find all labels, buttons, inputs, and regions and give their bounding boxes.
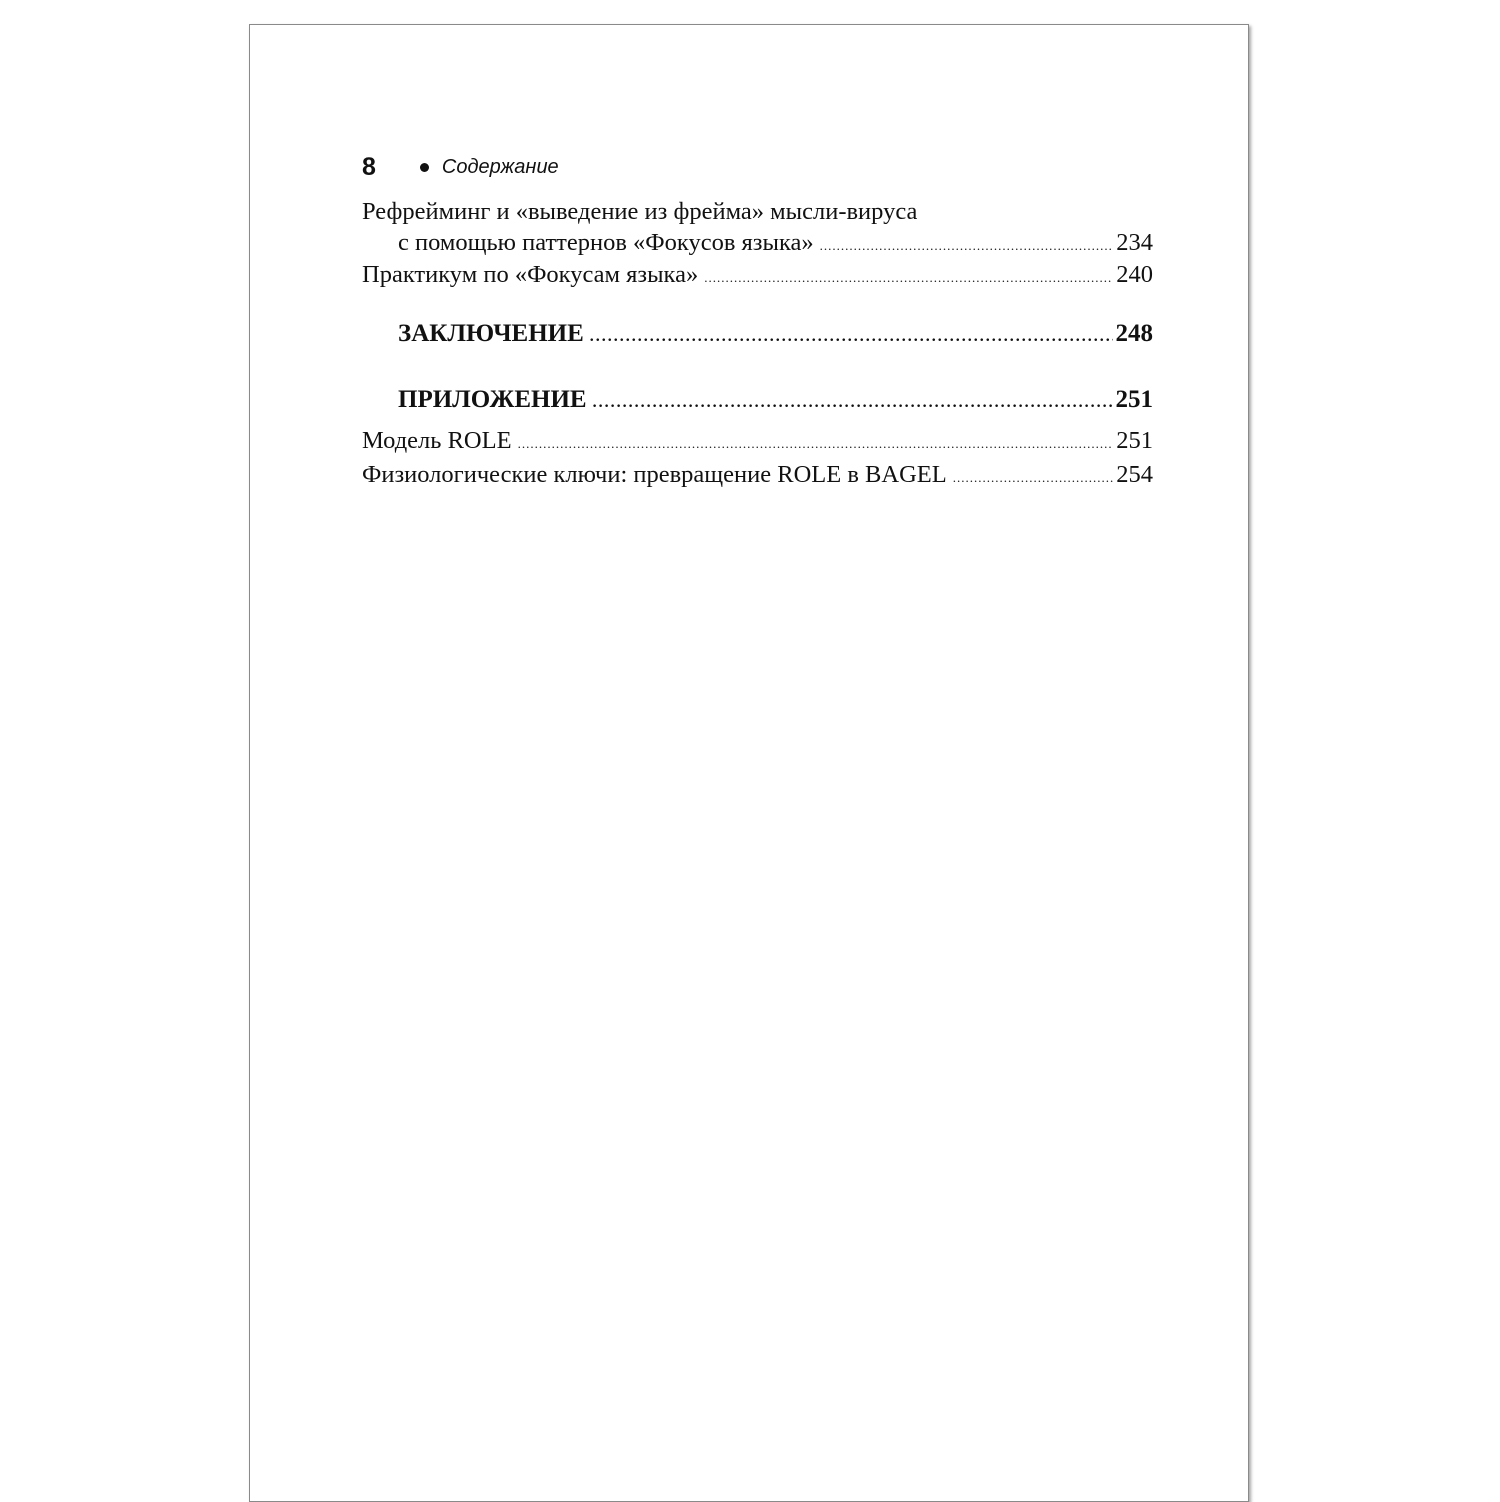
toc-entry-title: Рефрейминг и «выведение из фрейма» мысли-вируса bbox=[362, 198, 918, 225]
table-of-contents bbox=[362, 0, 1153, 1500]
toc-entry-page: 251 bbox=[1116, 427, 1153, 454]
toc-entry-page: 234 bbox=[1116, 229, 1153, 256]
toc-entry bbox=[362, 258, 1153, 292]
dot-leader bbox=[953, 461, 1114, 495]
page-number: 8 bbox=[362, 152, 376, 181]
dot-leader bbox=[518, 427, 1114, 461]
toc-chapter-page: 248 bbox=[1115, 320, 1153, 347]
toc-chapter-page: 251 bbox=[1115, 386, 1153, 413]
toc-entry-title: Практикум по «Фокусам языка» bbox=[362, 261, 699, 288]
toc-entry bbox=[362, 226, 1153, 260]
toc-entry-page: 240 bbox=[1116, 261, 1153, 288]
toc-chapter-entry bbox=[362, 383, 1153, 417]
dot-leader bbox=[704, 261, 1113, 295]
toc-entry-title: Модель ROLE bbox=[362, 427, 512, 454]
toc-entry-page: 254 bbox=[1116, 461, 1153, 488]
toc-entry-title: с помощью паттернов «Фокусов языка» bbox=[398, 229, 814, 256]
toc-chapter-entry bbox=[362, 317, 1153, 351]
toc-chapter-title: ЗАКЛЮЧЕНИЕ bbox=[398, 320, 584, 347]
running-header-section: Содержание bbox=[441, 155, 559, 178]
dot-leader bbox=[590, 320, 1113, 354]
toc-entry-title: Физиологические ключи: превращение ROLE в BAGEL bbox=[362, 461, 947, 488]
toc-chapter-title: ПРИЛОЖЕНИЕ bbox=[398, 386, 587, 413]
toc-entry bbox=[362, 424, 1153, 458]
toc-entry bbox=[362, 458, 1153, 492]
dot-leader bbox=[593, 386, 1113, 420]
toc-entry-continued-title bbox=[362, 195, 1153, 229]
